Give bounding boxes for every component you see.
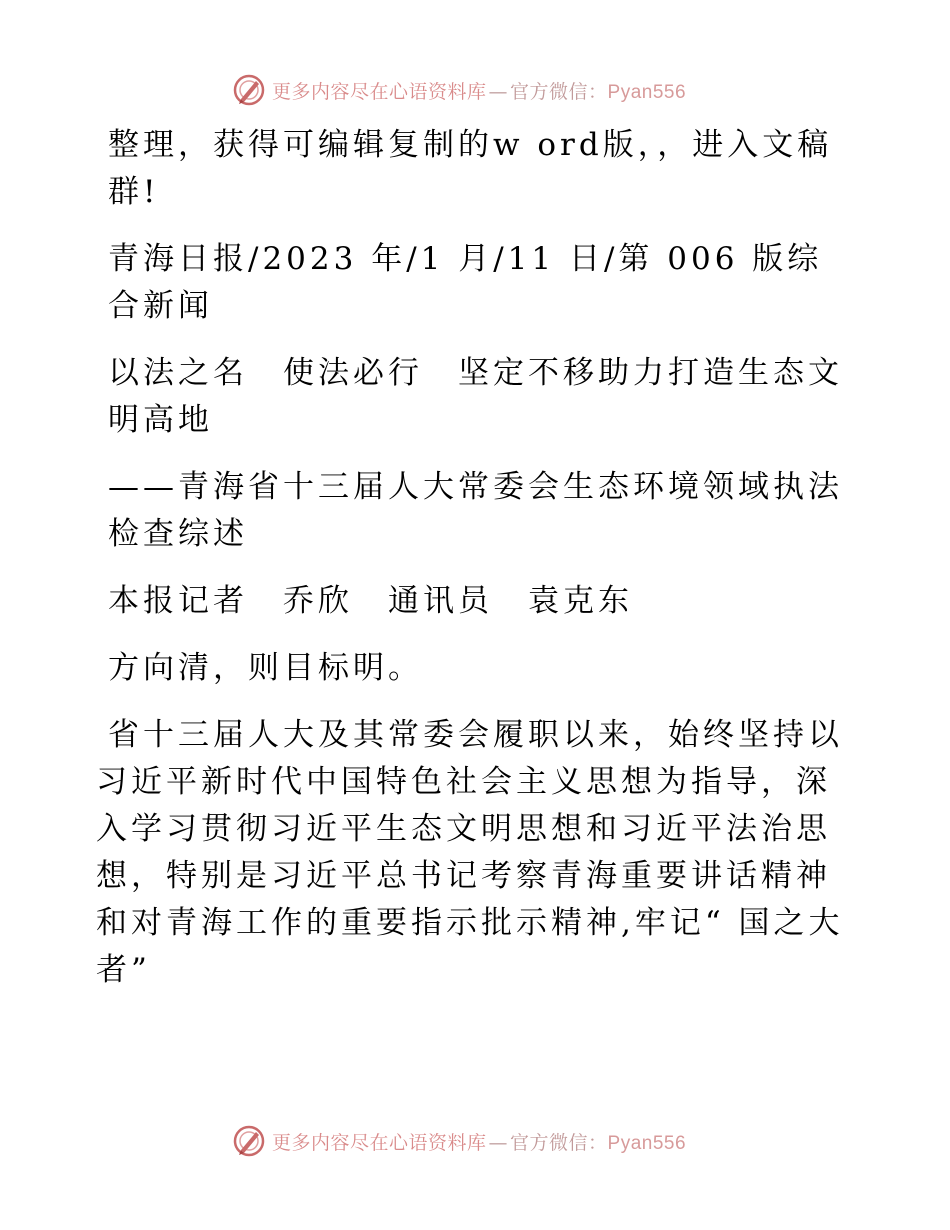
watermark-label: 官方微信： <box>510 80 608 103</box>
document-body <box>96 122 856 994</box>
watermark-label: 官方微信： <box>510 1131 608 1154</box>
body-paragraph: 省十三届人大及其常委会履职以来，始终坚持以习近平新时代中国特色社会主义思想为指导，深入学习贯彻习近平生态文明思想和习近平法治思想，特别是习近平总书记考察青海重要讲话精神和对青海工作的重要指示批示精神,牢记“ 国之大者” <box>96 717 844 988</box>
intro-paragraph: 整理，获得可编辑复制的w ord版，，进入文稿群! <box>108 127 833 210</box>
source-line: 青海日报/2023 年/1 月/11 日/第 006 版综合新闻 <box>108 241 823 324</box>
article-subtitle: ——青海省十三届人大常委会生态环境领域执法检查综述 <box>108 469 843 552</box>
watermark-id: Pyan556 <box>607 81 687 103</box>
byline: 本报记者 乔欣 通讯员 袁克东 <box>108 583 633 619</box>
watermark-text: 更多内容尽在心语资料库 <box>272 1131 487 1154</box>
pen-logo-icon <box>232 73 266 107</box>
header-watermark <box>232 70 718 110</box>
pen-logo-icon <box>232 1124 266 1158</box>
watermark-text: 更多内容尽在心语资料库 <box>272 80 487 103</box>
watermark-separator: — <box>488 80 509 103</box>
watermark-separator: — <box>488 1131 509 1154</box>
footer-watermark <box>232 1121 718 1161</box>
watermark-id: Pyan556 <box>607 1132 687 1154</box>
lead-sentence: 方向清，则目标明。 <box>108 650 423 686</box>
article-title: 以法之名 使法必行 坚定不移助力打造生态文明高地 <box>108 355 843 438</box>
